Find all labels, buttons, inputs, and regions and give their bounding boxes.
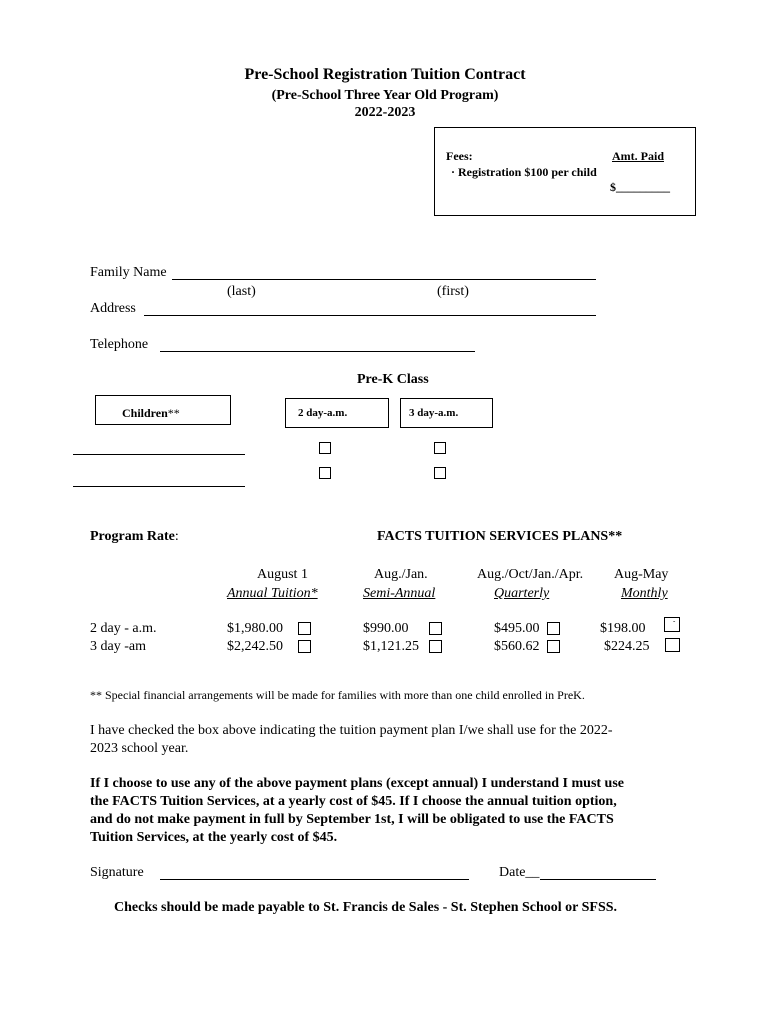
col-3day-header: 3 day-a.m. xyxy=(409,407,459,419)
rate-2day-monthly: $198.00 xyxy=(600,621,646,636)
program-rate-colon: : xyxy=(174,529,179,544)
child-name-field-2[interactable] xyxy=(73,486,245,487)
checked-box-statement-line1: I have checked the box above indicating the tuition payment plan I/we shall use for the 2022- xyxy=(90,723,613,738)
rate-2day-semiannual: $990.00 xyxy=(363,621,409,636)
program-rate-label: Program Rate xyxy=(90,529,175,544)
rate-2day-semiannual-checkbox[interactable] xyxy=(429,622,442,635)
plan-semiannual-top: Aug./Jan. xyxy=(374,567,428,582)
child2-2day-checkbox[interactable] xyxy=(319,467,331,479)
signature-label: Signature xyxy=(90,865,144,880)
col-2day-header: 2 day-a.m. xyxy=(298,407,348,419)
rate-row-3day-label: 3 day -am xyxy=(90,639,146,654)
rate-3day-semiannual: $1,121.25 xyxy=(363,639,419,654)
rate-3day-semiannual-checkbox[interactable] xyxy=(429,640,442,653)
checks-payable-note: Checks should be made payable to St. Francis de Sales - St. Stephen School or SFSS. xyxy=(114,900,618,915)
rate-2day-annual-checkbox[interactable] xyxy=(298,622,311,635)
special-arrangements-note: ** Special financial arrangements will be made for families with more than one child enrolled in PreK. xyxy=(90,688,585,702)
facts-terms-line4: Tuition Services, at the yearly cost of $45. xyxy=(90,830,338,845)
date-label: Date__ xyxy=(499,865,540,880)
facts-plans-heading: FACTS TUITION SERVICES PLANS** xyxy=(377,529,623,544)
family-name-label: Family Name xyxy=(90,265,167,280)
plan-quarterly-label: Quarterly xyxy=(494,586,550,601)
family-name-field[interactable] xyxy=(172,279,596,280)
checked-box-statement-line2: 2023 school year. xyxy=(90,741,189,756)
facts-terms-line1: If I choose to use any of the above payment plans (except annual) I understand I must use xyxy=(90,776,624,791)
rate-3day-quarterly-checkbox[interactable] xyxy=(547,640,560,653)
telephone-label: Telephone xyxy=(90,337,149,352)
last-name-caption: (last) xyxy=(227,284,256,299)
facts-terms-line3: and do not make payment in full by September 1st, I will be obligated to use the FACTS xyxy=(90,812,614,827)
plan-annual-top: August 1 xyxy=(257,567,308,582)
date-field[interactable] xyxy=(540,879,656,880)
fees-label: Fees: xyxy=(446,149,473,163)
rate-2day-monthly-checkbox[interactable] xyxy=(664,617,680,632)
rate-3day-quarterly: $560.62 xyxy=(494,639,540,654)
plan-semiannual-label: Semi-Annual xyxy=(363,586,436,601)
rate-2day-quarterly: $495.00 xyxy=(494,621,540,636)
child1-2day-checkbox[interactable] xyxy=(319,442,331,454)
school-year: 2022-2023 xyxy=(354,105,416,120)
page-title: Pre-School Registration Tuition Contract xyxy=(244,66,526,83)
plan-quarterly-top: Aug./Oct/Jan./Apr. xyxy=(477,567,584,582)
address-label: Address xyxy=(90,301,136,316)
amt-paid-label: Amt. Paid xyxy=(612,149,664,163)
rate-row-2day-label: 2 day - a.m. xyxy=(90,621,157,636)
page-subtitle: (Pre-School Three Year Old Program) xyxy=(271,88,499,103)
facts-terms-line2: the FACTS Tuition Services, at a yearly cost of $45. If I choose the annual tuition option, xyxy=(90,794,617,809)
address-field[interactable] xyxy=(144,315,596,316)
rate-2day-quarterly-checkbox[interactable] xyxy=(547,622,560,635)
child-name-field-1[interactable] xyxy=(73,454,245,455)
rate-3day-monthly-checkbox[interactable] xyxy=(665,638,680,652)
first-name-caption: (first) xyxy=(437,284,469,299)
rate-3day-annual-checkbox[interactable] xyxy=(298,640,311,653)
child1-3day-checkbox[interactable] xyxy=(434,442,446,454)
registration-fee-item: · Registration $100 per child xyxy=(451,165,597,179)
children-asterisks: ** xyxy=(167,406,180,420)
rate-3day-annual: $2,242.50 xyxy=(227,639,283,654)
plan-annual-label: Annual Tuition* xyxy=(227,586,318,601)
amount-paid-field[interactable]: $_________ xyxy=(610,180,670,194)
plan-monthly-label: Monthly xyxy=(621,586,668,601)
small-mark: - xyxy=(673,617,676,625)
child2-3day-checkbox[interactable] xyxy=(434,467,446,479)
rate-3day-monthly: $224.25 xyxy=(604,639,650,654)
children-header-label: Children xyxy=(122,406,168,420)
plan-monthly-top: Aug-May xyxy=(614,567,669,582)
signature-field[interactable] xyxy=(160,879,469,880)
prek-class-heading: Pre-K Class xyxy=(357,372,429,387)
rate-2day-annual: $1,980.00 xyxy=(227,621,283,636)
telephone-field[interactable] xyxy=(160,351,475,352)
